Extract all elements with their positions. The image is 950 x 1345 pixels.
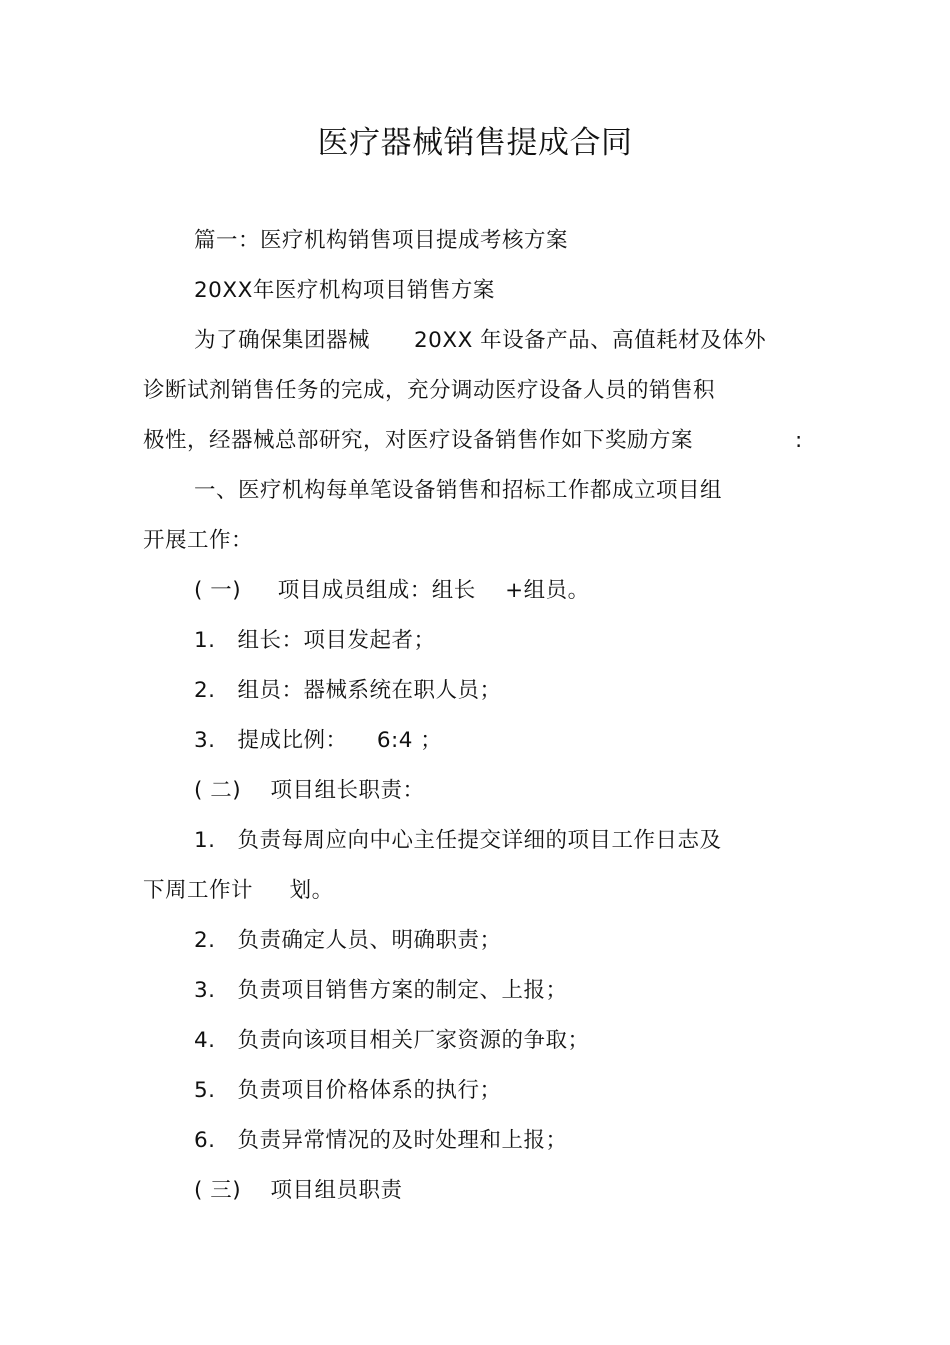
paragraph-line: 一、医疗机构每单笔设备销售和招标工作都成立项目组 xyxy=(194,478,723,503)
document-title: 医疗器械销售提成合同 xyxy=(317,125,633,161)
list-heading: ( 三) 项目组员职责 xyxy=(194,1178,403,1203)
list-heading: ( 二) 项目组长职责： xyxy=(194,778,425,803)
list-item: 2. 负责确定人员、明确职责； xyxy=(194,928,502,953)
paragraph-colon: : xyxy=(795,428,803,453)
list-heading: ( 一) 项目成员组成：组长 +组员。 xyxy=(194,578,590,603)
paragraph-line: 诊断试剂销售任务的完成，充分调动医疗设备人员的销售积 xyxy=(143,378,716,403)
list-item: 2. 组员：器械系统在职人员； xyxy=(194,678,502,703)
list-item: 4. 负责向该项目相关厂家资源的争取； xyxy=(194,1028,590,1053)
paragraph-line: 极性，经器械总部研究，对医疗设备销售作如下奖励方案 xyxy=(143,428,694,453)
list-item: 1. 负责每周应向中心主任提交详细的项目工作日志及 xyxy=(194,828,722,853)
list-item: 5. 负责项目价格体系的执行； xyxy=(194,1078,502,1103)
paragraph-line: 为了确保集团器械 20XX 年设备产品、高值耗材及体外 xyxy=(194,328,767,353)
list-item: 3. 提成比例： 6:4 ； xyxy=(194,728,443,753)
list-item-continuation: 下周工作计 划。 xyxy=(143,878,334,903)
paragraph-line: 开展工作： xyxy=(143,528,254,553)
list-item: 1. 组长：项目发起者； xyxy=(194,628,436,653)
list-item: 3. 负责项目销售方案的制定、上报； xyxy=(194,978,568,1003)
list-item: 6. 负责异常情况的及时处理和上报； xyxy=(194,1128,568,1153)
section-heading: 篇一：医疗机构销售项目提成考核方案 xyxy=(194,228,569,253)
subheading: 20XX年医疗机构项目销售方案 xyxy=(194,278,495,303)
